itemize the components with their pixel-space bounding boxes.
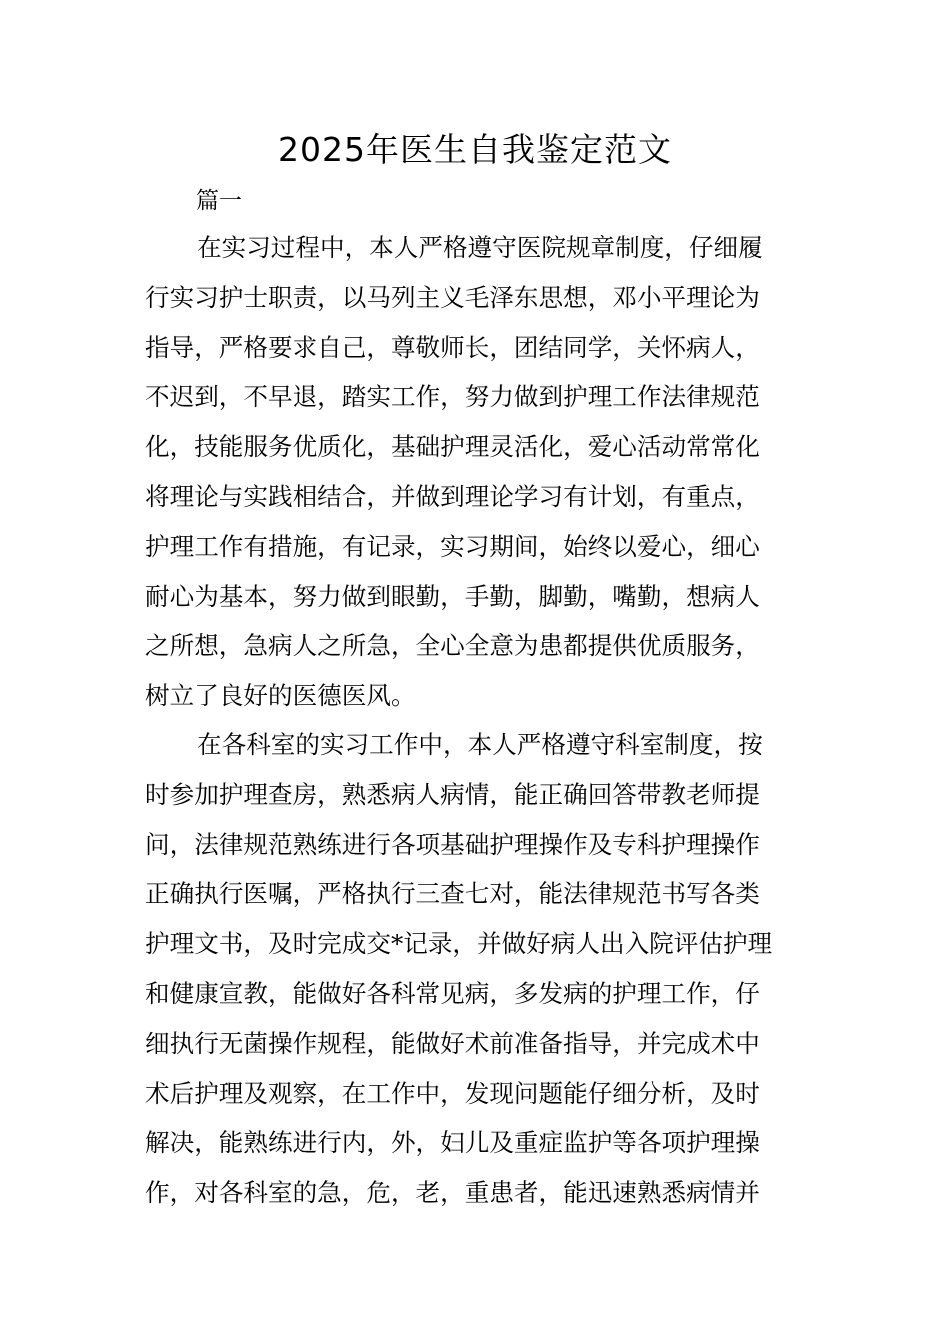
paragraph-1 (145, 223, 815, 721)
text-line: 护理工作有措施，有记录，实习期间，始终以爱心，细心 (145, 531, 760, 561)
text-line: 和健康宣教，能做好各科常见病，多发病的护理工作，仔 (145, 978, 760, 1008)
text-line: 正确执行医嘱，严格执行三查七对，能法律规范书写各类 (145, 879, 760, 909)
text-line: 在各科室的实习工作中，本人严格遵守科室制度，按 (197, 730, 763, 759)
text-line: 将理论与实践相结合，并做到理论学习有计划，有重点， (145, 481, 760, 511)
text-line: 问，法律规范熟练进行各项基础护理操作及专科护理操作 (145, 829, 760, 859)
text-line: 指导，严格要求自己，尊敬师长，团结同学，关怀病人， (145, 332, 760, 362)
text-line: 护理文书，及时完成交*记录，并做好病人出入院评估护理 (145, 929, 773, 959)
text-line: 细执行无菌操作规程，能做好术前准备指导，并完成术中 (145, 1028, 760, 1058)
text-line: 化，技能服务优质化，基础护理灵活化，爱心活动常常化 (145, 432, 760, 462)
text-line: 作，对各科室的急，危，老，重患者，能迅速熟悉病情并 (145, 1178, 760, 1208)
text-line: 之所想，急病人之所急，全心全意为患都提供优质服务， (145, 631, 760, 661)
text-line: 在实习过程中，本人严格遵守医院规章制度，仔细履 (197, 233, 763, 262)
text-line: 树立了良好的医德医风。 (145, 681, 416, 711)
text-line: 解决，能熟练进行内，外，妇儿及重症监护等各项护理操 (145, 1128, 760, 1158)
paragraph-2 (145, 720, 815, 1218)
text-line: 不迟到，不早退，踏实工作，努力做到护理工作法律规范 (145, 382, 760, 412)
text-line: 行实习护士职责，以马列主义毛泽东思想，邓小平理论为 (145, 282, 760, 312)
text-line: 术后护理及观察，在工作中，发现问题能仔细分析，及时 (145, 1078, 760, 1108)
document-title: 2025年医生自我鉴定范文 (278, 130, 672, 169)
text-line: 耐心为基本，努力做到眼勤，手勤，脚勤，嘴勤，想病人 (145, 581, 760, 611)
text-line: 时参加护理查房，熟悉病人病情，能正确回答带教老师提 (145, 779, 760, 809)
section-label: 篇一 (196, 188, 242, 214)
